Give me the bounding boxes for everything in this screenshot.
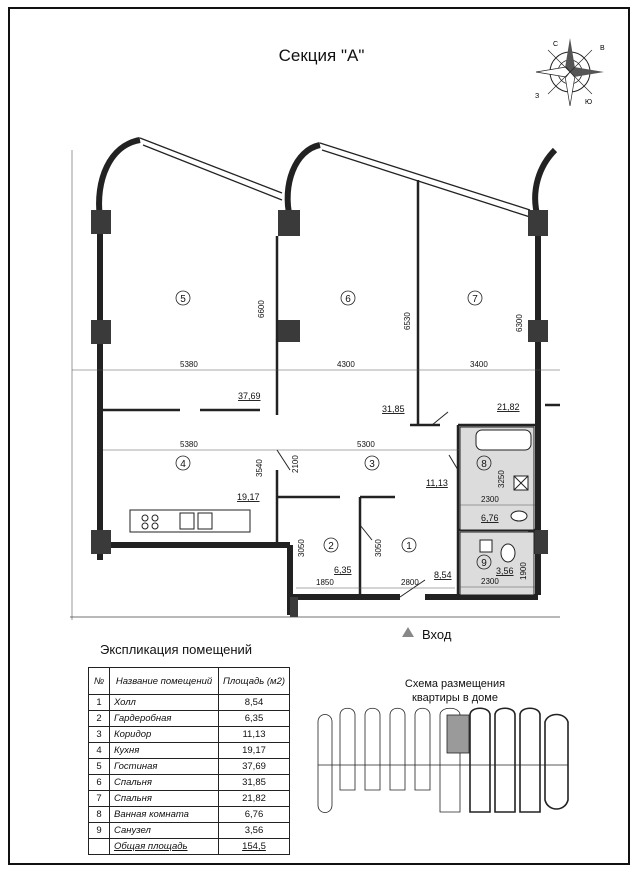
dim-text: 3540 [255, 459, 264, 477]
header-num: № [89, 668, 110, 695]
kitchen-counter [130, 510, 250, 532]
explication-table [88, 667, 290, 855]
table-row [89, 791, 290, 807]
room-area-7: 21,82 [497, 402, 520, 412]
room-number-3: 3 [369, 459, 375, 470]
dim-text: 2100 [291, 455, 300, 473]
room-area-1: 8,54 [434, 570, 452, 580]
row-name: Холл [110, 695, 219, 711]
table-row [89, 695, 290, 711]
table-row [89, 823, 290, 839]
table-row [89, 711, 290, 727]
row-name: Спальня [110, 775, 219, 791]
table-row [89, 759, 290, 775]
dim-text: 3050 [297, 539, 306, 557]
room-number-4: 4 [180, 459, 186, 470]
row-name: Санузел [110, 823, 219, 839]
room-number-8: 8 [481, 459, 487, 470]
section-title: Секция "А" [278, 46, 365, 65]
table-row [89, 727, 290, 743]
room-area-8: 6,76 [481, 513, 499, 523]
room-area-9: 3,56 [496, 566, 514, 576]
compass-label-w: З [535, 93, 540, 100]
room-markers [176, 291, 491, 569]
explication-title: Экспликация помещений [100, 642, 253, 657]
dim-text: 1900 [519, 562, 528, 580]
room-area-3: 11,13 [426, 478, 448, 488]
dim-text: 6530 [403, 312, 412, 330]
row-name: Гостиная [110, 759, 219, 775]
dim-text: 5300 [357, 440, 375, 449]
room-area-6: 31,85 [382, 404, 405, 414]
scheme-title-line1: Схема размещения [404, 678, 506, 690]
dim-text: 1850 [316, 578, 334, 587]
room-area-4: 19,17 [237, 492, 260, 502]
room-area-2: 6,35 [334, 565, 352, 575]
table-total-row [89, 839, 290, 855]
row-num: 5 [89, 759, 110, 775]
row-area: 3,56 [219, 823, 290, 839]
row-area: 6,35 [219, 711, 290, 727]
dim-text: 2300 [481, 577, 499, 586]
dim-text: 4300 [337, 360, 355, 369]
row-num: 8 [89, 807, 110, 823]
total-area: 154,5 [219, 839, 290, 855]
table-row [89, 807, 290, 823]
row-num: 6 [89, 775, 110, 791]
room-number-7: 7 [472, 294, 478, 305]
window-glazing [140, 138, 530, 217]
entry-triangle-icon [402, 627, 414, 637]
table-row [89, 743, 290, 759]
row-area: 37,69 [219, 759, 290, 775]
row-area: 11,13 [219, 727, 290, 743]
building-scheme [318, 708, 568, 812]
dim-text: 3250 [497, 470, 506, 488]
row-area: 31,85 [219, 775, 290, 791]
dim-text: 2300 [481, 495, 499, 504]
row-area: 6,76 [219, 807, 290, 823]
row-num: 2 [89, 711, 110, 727]
room-number-6: 6 [345, 294, 351, 305]
room-number-2: 2 [328, 541, 334, 552]
dim-text: 2800 [401, 578, 419, 587]
entry-label: Вход [422, 627, 452, 642]
dim-text: 6600 [257, 300, 266, 318]
row-name: Спальня [110, 791, 219, 807]
dim-text: 5380 [180, 440, 198, 449]
compass-label-e: B [600, 45, 605, 52]
compass-label-s: Ю [585, 99, 593, 106]
row-area: 8,54 [219, 695, 290, 711]
total-label: Общая площадь [110, 839, 219, 855]
table-header-row [89, 668, 290, 695]
header-area: Площадь (м2) [219, 668, 290, 695]
room-number-5: 5 [180, 294, 186, 305]
dim-text: 3050 [374, 539, 383, 557]
room-number-1: 1 [406, 541, 412, 552]
row-num: 3 [89, 727, 110, 743]
scheme-title-line2: квартиры в доме [412, 692, 498, 704]
table-row [89, 775, 290, 791]
scheme-title [380, 677, 530, 705]
row-num: 1 [89, 695, 110, 711]
dim-text: 6300 [515, 314, 524, 332]
row-name: Коридор [110, 727, 219, 743]
row-name: Кухня [110, 743, 219, 759]
row-area: 19,17 [219, 743, 290, 759]
row-num: 7 [89, 791, 110, 807]
compass-rose-icon [535, 38, 605, 106]
dim-text: 3400 [470, 360, 488, 369]
row-name: Гардеробная [110, 711, 219, 727]
header-name: Название помещений [110, 668, 219, 695]
row-name: Ванная комната [110, 807, 219, 823]
row-num: 4 [89, 743, 110, 759]
compass-label-n: C [553, 41, 559, 48]
room-area-5: 37,69 [238, 391, 261, 401]
room-number-9: 9 [481, 558, 487, 569]
dim-text: 5380 [180, 360, 198, 369]
row-area: 21,82 [219, 791, 290, 807]
row-num: 9 [89, 823, 110, 839]
